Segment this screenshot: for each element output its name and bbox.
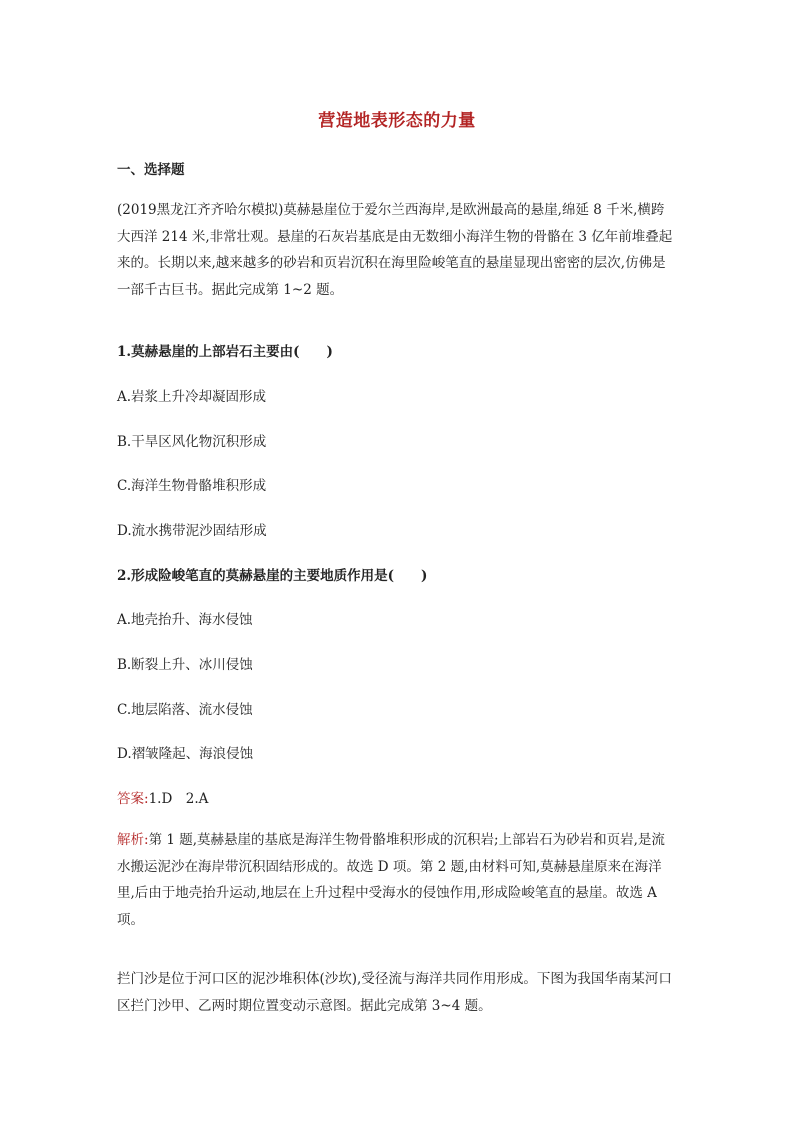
answer-line [117, 787, 208, 807]
question-1-option-a: A.岩浆上升冷却凝固形成 [117, 389, 267, 405]
analysis-paragraph [117, 827, 677, 933]
page-title: 营造地表形态的力量 [318, 111, 476, 131]
question-1-option-d: D.流水携带泥沙固结形成 [117, 523, 267, 539]
intro-paragraph-2: 拦门沙是位于河口区的泥沙堆积体(沙坎),受径流与海洋共同作用形成。下图为我国华南某河口区拦门沙甲、乙两时期位置变动示意图。据此完成第 3~4 题。 [117, 971, 672, 1014]
question-2-stem: 2.形成险峻笔直的莫赫悬崖的主要地质作用是( ) [117, 568, 428, 584]
analysis-label: 解析: [117, 832, 149, 848]
question-2-option-b: B.断裂上升、冰川侵蚀 [117, 657, 253, 673]
question-2-option-c: C.地层陷落、流水侵蚀 [117, 702, 253, 718]
question-1-option-c: C.海洋生物骨骼堆积形成 [117, 478, 267, 494]
question-1-stem: 1.莫赫悬崖的上部岩石主要由( ) [117, 344, 333, 360]
question-1-option-b: B.干旱区风化物沉积形成 [117, 434, 267, 450]
answer-text: 1.D 2.A [148, 791, 209, 807]
section-heading: 一、选择题 [117, 162, 185, 178]
intro-paragraph-1: (2019黑龙江齐齐哈尔模拟)莫赫悬崖位于爱尔兰西海岸,是欧洲最高的悬崖,绵延 8 千米,横跨大西洋 214 米,非常壮观。悬崖的石灰岩基底是由无数细小海洋生物的骨骼在 3 亿年前堆叠起来的。长期以来,越来越多的砂岩和页岩沉积在海里险峻笔直的悬崖显现出密密的层次,仿佛是一部千古巨书。据此完成第 1~2 题。 [117, 202, 673, 298]
answer-label: 答案: [117, 791, 149, 807]
analysis-text: 第 1 题,莫赫悬崖的基底是海洋生物骨骼堆积形成的沉积岩;上部岩石为砂岩和页岩,是流水搬运泥沙在海岸带沉积固结形成的。故选 D 项。第 2 题,由材料可知,莫赫悬崖原来在海洋里,后由于地壳抬升运动,地层在上升过程中受海水的侵蚀作用,形成险峻笔直的悬崖。故选 A 项。 [117, 832, 665, 928]
question-2-option-a: A.地壳抬升、海水侵蚀 [117, 612, 253, 628]
question-2-option-d: D.褶皱隆起、海浪侵蚀 [117, 746, 254, 762]
